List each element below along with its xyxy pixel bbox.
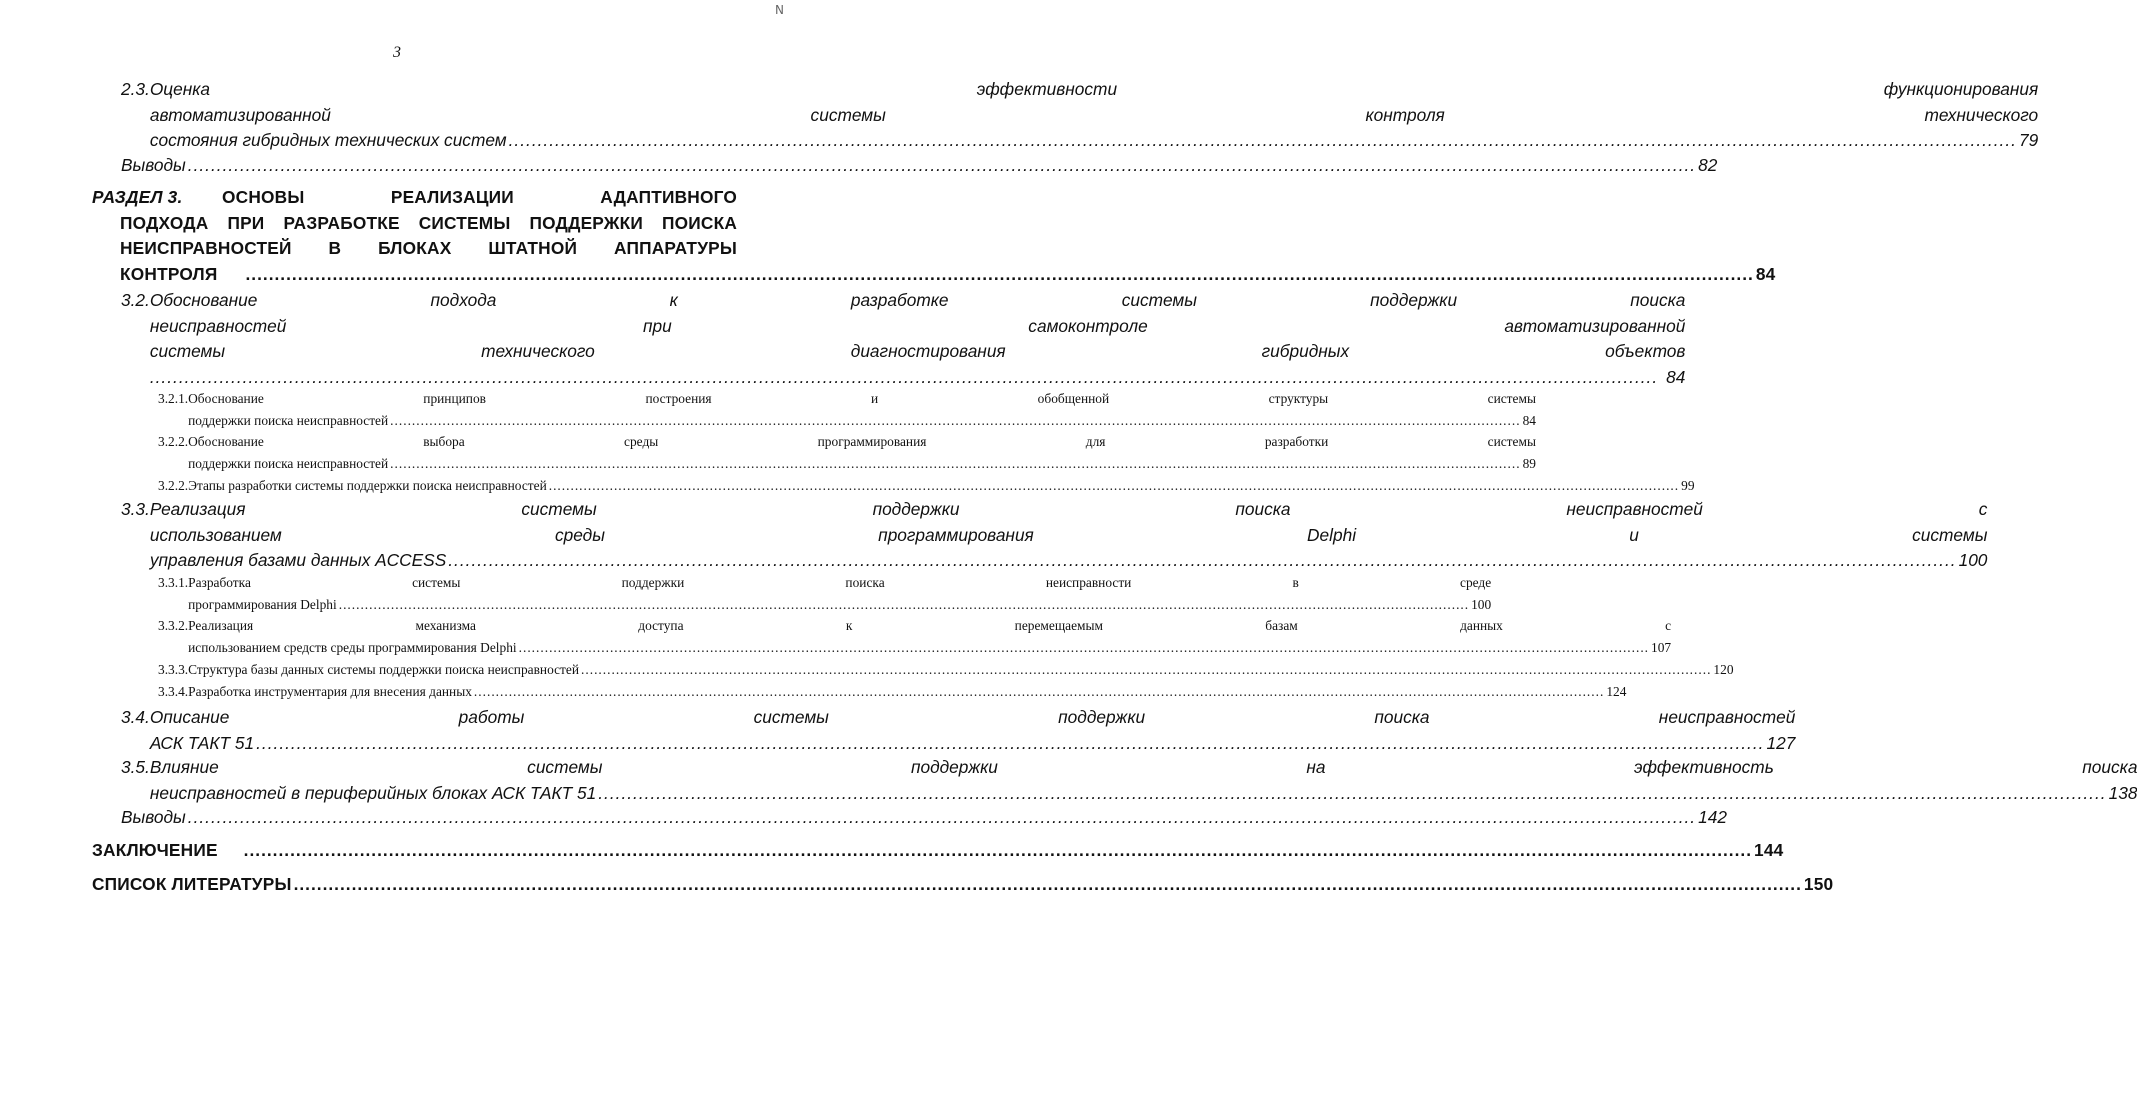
toc-page: 84 <box>1755 263 1776 284</box>
toc-entry-3-5[interactable] <box>121 755 2137 806</box>
toc-title-line: автоматизированной системы контроля технического <box>149 104 2039 125</box>
leader-dots <box>390 453 1520 475</box>
toc-entry-3-3-1[interactable] <box>158 572 1492 616</box>
toc-number: 3.2.1. <box>158 391 189 406</box>
toc-entry-3-2-2-stages[interactable] <box>158 475 1695 497</box>
toc-entry-3-2-2[interactable] <box>158 431 1536 475</box>
leader-dots <box>519 637 1649 659</box>
toc-number: 3.2.2. <box>158 478 189 493</box>
toc-page: 144 <box>1754 840 1784 860</box>
toc-number: 3.3. <box>121 499 150 519</box>
toc-page: 100 <box>1471 597 1492 612</box>
toc-title-line: программирования Delphi <box>188 597 337 612</box>
leader-dots <box>294 872 1802 898</box>
toc-title-line: использованием средств среды программирования Delphi <box>188 640 517 655</box>
leader-dots <box>188 153 1696 179</box>
toc-title: Выводы <box>121 807 186 827</box>
leader-dots <box>581 659 1711 681</box>
toc-number: 3.3.3. <box>158 662 189 677</box>
toc-entry-2-3[interactable] <box>121 77 2039 154</box>
toc-entry-references[interactable] <box>92 872 1834 898</box>
toc-page: 107 <box>1651 640 1672 655</box>
toc-title-line: КОНТРОЛЯ <box>120 263 218 284</box>
toc-title-line: поддержки поиска неисправностей <box>188 413 389 428</box>
toc-title: СПИСОК ЛИТЕРАТУРЫ <box>92 874 292 894</box>
toc-page: 124 <box>1606 684 1627 699</box>
toc-title-line: Разработка инструментария для внесения данных <box>188 684 472 699</box>
corner-mark: N <box>775 3 784 17</box>
toc-title-line: неисправностей при самоконтроле автоматизированной <box>149 315 1686 336</box>
toc-title-line: АСК ТАКТ 51 <box>149 732 255 753</box>
toc-page: 120 <box>1713 662 1734 677</box>
toc-number: 2.3. <box>121 79 150 99</box>
toc-number: 3.2. <box>121 290 150 310</box>
leader-dots <box>509 128 2017 154</box>
toc-title-line: Структура базы данных системы поддержки поиска неисправностей <box>188 662 580 677</box>
leader-dots <box>598 781 2106 807</box>
toc-page: 82 <box>1698 155 1718 175</box>
toc-title-line: Реализация механизма доступа к перемещаемым базам данных с <box>188 618 1672 633</box>
toc-title-line: поддержки поиска неисправностей <box>188 456 389 471</box>
toc-number: РАЗДЕЛ 3. <box>92 187 183 207</box>
toc-title-line: Разработка системы поддержки поиска неисправности в среде <box>188 575 1492 590</box>
toc-page: 150 <box>1803 874 1834 894</box>
toc-title-line: системы технического диагностирования гибридных объектов <box>149 341 1686 361</box>
leader-dots <box>339 594 1469 616</box>
toc-entry-3-2-1[interactable] <box>158 388 1536 432</box>
toc-entry-3-3[interactable] <box>121 497 1988 574</box>
toc-title-line: использованием среды программирования Delphi и системы <box>149 524 1988 545</box>
toc-page: 84 <box>1522 413 1536 428</box>
toc-page: 127 <box>1766 732 1796 753</box>
leader-dots <box>245 262 1753 288</box>
toc-title-line: Влияние системы поддержки на эффективность поиска <box>149 757 2137 777</box>
toc-entry-3-4[interactable] <box>121 705 1796 756</box>
toc-title-line: состояния гибридных технических систем <box>149 130 507 150</box>
toc-number: 3.3.4. <box>158 684 189 699</box>
toc-title-line: Обоснование принципов построения и обобщенной структуры системы <box>188 391 1536 406</box>
toc-number: 3.5. <box>121 757 150 777</box>
toc-entry-conclusions-3[interactable] <box>121 805 1727 831</box>
toc-entry-conclusions-2[interactable] <box>121 153 1718 179</box>
leader-dots <box>150 365 1658 391</box>
leader-dots <box>474 681 1604 703</box>
leader-dots <box>256 731 1764 757</box>
leader-dots <box>390 410 1520 432</box>
toc-entry-3-3-4[interactable] <box>158 681 1627 703</box>
toc-entry-section-3[interactable] <box>92 185 1776 287</box>
leader-dots <box>448 548 1956 574</box>
toc-title-line: Обоснование выбора среды программирования для разработки системы <box>188 434 1536 449</box>
toc-entry-conclusion[interactable] <box>92 838 1784 864</box>
toc-title-line: Оценка эффективности функционирования <box>149 79 2039 99</box>
toc-page: 79 <box>2018 130 2039 150</box>
leader-dots <box>549 475 1679 497</box>
toc-entry-3-3-2[interactable] <box>158 615 1672 659</box>
toc-title-line: НЕИСПРАВНОСТЕЙ В БЛОКАХ ШТАТНОЙ АППАРАТУРЫ <box>120 238 737 258</box>
toc-title-line: Обоснование подхода к разработке системы поддержки поиска <box>149 290 1686 310</box>
toc-page: 138 <box>2108 782 2137 803</box>
toc-entry-3-3-3[interactable] <box>158 659 1734 681</box>
toc-page: 142 <box>1698 807 1727 827</box>
toc-number: 3.3.2. <box>158 618 189 633</box>
toc-page: 99 <box>1681 478 1695 493</box>
toc-title: Выводы <box>121 155 186 175</box>
toc-title: ЗАКЛЮЧЕНИЕ <box>92 840 218 860</box>
toc-number: 3.3.1. <box>158 575 189 590</box>
toc-title-line: Описание работы системы поддержки поиска неисправностей <box>149 707 1796 727</box>
toc-number: 3.2.2. <box>158 434 189 449</box>
toc-title-line: ОСНОВЫ РЕАЛИЗАЦИИ АДАПТИВНОГО <box>222 187 737 207</box>
toc-page: 84 <box>1666 366 1686 387</box>
toc-page: 89 <box>1522 456 1536 471</box>
toc-title-line: Этапы разработки системы поддержки поиска неисправностей <box>188 478 547 493</box>
page-number: 3 <box>393 44 401 61</box>
toc-title-line: Реализация системы поддержки поиска неисправностей с <box>149 499 1988 519</box>
leader-dots <box>244 838 1752 864</box>
toc-entry-3-2[interactable] <box>121 288 1686 390</box>
toc-number: 3.4. <box>121 707 150 727</box>
toc-title-line: управления базами данных ACCESS <box>149 550 447 570</box>
toc-title-line: ПОДХОДА ПРИ РАЗРАБОТКЕ СИСТЕМЫ ПОДДЕРЖКИ ПОИСКА <box>120 212 737 233</box>
leader-dots <box>188 805 1696 831</box>
toc-title-line: неисправностей в периферийных блоках АСК ТАКТ 51 <box>149 782 597 803</box>
toc-page: 100 <box>1958 550 1988 570</box>
